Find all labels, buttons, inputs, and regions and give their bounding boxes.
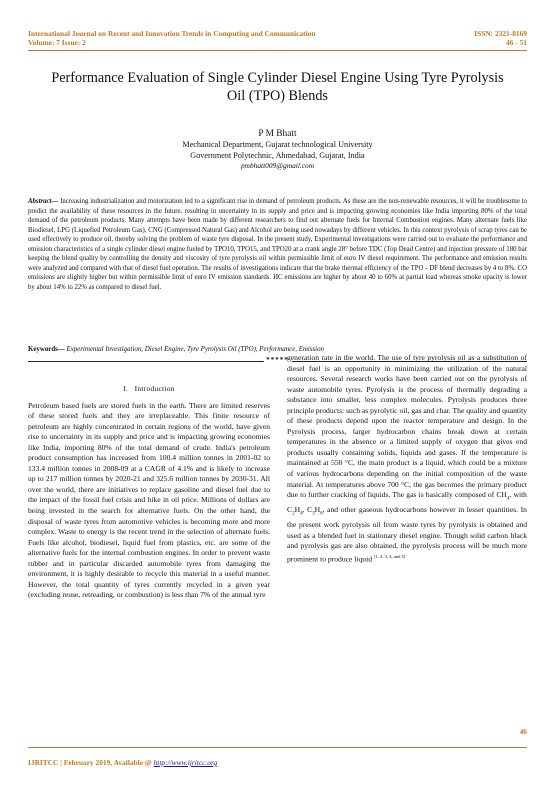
citation: [1, 2, 3, 4, and 5] — [373, 553, 406, 559]
chem-h4-sub: 4 — [300, 511, 303, 517]
footer-text: IJRITCC | February 2019, Available @ — [28, 758, 154, 767]
journal-url-link[interactable]: http://www.ijritcc.org — [153, 758, 218, 767]
section-heading — [28, 384, 270, 395]
footer — [28, 758, 217, 767]
chem-h: H — [294, 505, 301, 515]
chem-with: , with C — [287, 490, 527, 515]
chem-c2-sub: 2 — [292, 511, 295, 517]
chem-h6-sub: 6 — [320, 511, 323, 517]
author-block — [28, 129, 527, 172]
author-email: pmbhatt009@gmail.com — [240, 161, 315, 171]
section-title: Introduction — [134, 384, 175, 393]
abstract-label: Abstract— — [28, 198, 59, 205]
page-number: 46 — [519, 727, 527, 736]
left-column-text: Petroleum based fuels are stored fuels in the earth. There are limited reserves of these stored fuels and they are irreplaceable. This finite resource of petroleum are highly concentrated in certain regions of the world, have given rise to uncertainty in its supply and price and is impacting growing economies like India, importing 80% of the total demand of crude. India's petroleum product consumption has increased from 100.4 million tonnes in 2001-02 to 133.4 million tonnes in 2008-09 at a CAGR of 4.1% and is likely to increase up to 217 million tonnes by 2020-21 and 325.6 million tonnes by 2030-31. All over the world, there are initiatives to replace gasoline and diesel fuel due to the impact of the fossil fuel crisis and hike in oil price. Millions of dollars are being invested in the search for alternative fuels. On the other hand, the disposal of waste tyres from automotive vehicles is becoming more and more complex. Waste to energy is the recent trend in the selection of alternate fuels. Fuels like alcohol, biodiesel, liquid fuel from plastics, etc. are some of the alternative fuels for the internal combustion engines. In order to prevent waste rubber and in particular discarded automobile tyres from damaging the environment, it is highly desirable to recycle this material in a useful manner. However, the total quantity of tyres currently recycled in a given year (excluding reuse, retreading, or combustion) is less than 7% of the annual tyre — [28, 400, 270, 600]
keywords-text: Experimental Investigation, Diesel Engine, Tyre Pyrolysis Oil (TPO), Performance, Emission — [64, 346, 324, 353]
chem-h6: H — [314, 505, 321, 515]
volume-issue: Volume: 7 Issue: 2 — [28, 38, 86, 47]
abstract — [28, 197, 527, 292]
right-column — [287, 353, 527, 565]
title-line-2: Oil (TPO) Blends — [227, 87, 328, 104]
keywords-label: Keywords— — [28, 346, 65, 353]
author-department: Mechanical Department, Gujarat technological University — [182, 140, 373, 150]
page-range: 46 - 51 — [506, 38, 527, 47]
right-column-text-a: generation rate in the world. The use of tyre pyrolysis oil as a substitution of diesel fuel is an opportunity in minimizing the utilization of the natural resources. Several research works have been carried out on the pyrolysis of waste automobile tyres. Pyrolysis is the process of thermally degrading a substance into smaller, less complex molecules. Pyrolysis produces three principle products: such as pyrolytic oil, gas and char. The quality and quantity of these products depend upon the reactor temperature and design. In the Pyrolysis process, larger hydrocarbon chains break down at certain temperatures in the absence or a limited supply of oxygen that gives end products usually containing solids, liquids and gases. If the temperature is maintained at 550 °C, the main product is a liquid, which could be a mixture of various hydrocarbons depending on the initial composition of the waste material. At temperatures above 700 °C, the gas becomes the primary product due to further cracking of liquids. The gas is basically composed of CH — [287, 353, 527, 500]
right-column-text-b: , and other gaseous hydrocarbons however in lesser quantities. In the present work pyrolysis oil from waste tyres by pyrolysis is obtained and used as a blended fuel in stationary diesel engine. Though solid carbon black and pyrolysis gas are also obtained, the pyrolysis process will be much more prominent to produce liquid — [287, 505, 527, 564]
journal-name: International Journal on Recent and Innovation Trends in Computing and Communication — [28, 29, 316, 38]
section-number: I. — [123, 384, 129, 393]
footer-rule — [28, 747, 527, 748]
author-name: P M Bhatt — [258, 129, 297, 139]
header-rule — [28, 50, 527, 51]
chem-ch4-sub: 4 — [506, 496, 510, 502]
issn: ISSN: 2321-8169 — [474, 29, 527, 38]
separator-stars: ***** — [263, 356, 292, 364]
left-column — [28, 384, 270, 601]
journal-header — [28, 29, 527, 47]
chem-c3: , C — [302, 505, 313, 515]
title-line-1: Performance Evaluation of Single Cylinder Diesel Engine Using Tyre Pyrolysis — [51, 70, 504, 86]
chem-c3-sub: 3 — [312, 511, 315, 517]
paper-title — [28, 70, 527, 105]
abstract-text: Increasing industrialization and motorization led to a significant rise in demand of petroleum products. As these are the non-renewable resources, it will be troublesome to predict the availability of these resources in the future, resulting in uncertainty in its supply and price and is impacting growing economies like India importing 80% of the total demand of the petroleum products. Many attempts have been made by different researchers to find out alternate fuels for Internal Combustion engines. Many alternate fuels like Biodiesel, LPG (Liquefied Petroleum Gas), CNG (Compressed Natural Gas) and Alcohol are being used nowadays by different vehicles. In this context pyrolysis of scrap tyres can be used effectively to produce oil, thereby solving the problem of waste tyre disposal. In the present study, Experimental investigations were carried out to evaluate the performance and emission characteristics of a single cylinder diesel engine fueled by TPO10, TPO15, and TPO20 at a crank angle 28° before TDC (Top Dead Centre) and injection pressure of 180 bar keeping the blend quality by controlling the density and viscosity of tyre pyrolysis oil within permissible limit of euro IV diesel requirement. The performance and emission results were analyzed and compared with that of diesel fuel operation. The results of investigations indicate that the brake thermal efficiency of the TPO - DF blend decreases by 4 to 8%. CO emissions are slightly higher but within permissible limit of euro IV emission standards. HC emissions are higher by about 40 to 60% at partial load whereas smoke opacity is lower by about 14% to 22% as compared to diesel fuel. — [28, 198, 527, 291]
author-institution: Government Polytechnic, Ahmedabad, Gujarat, India — [190, 150, 365, 160]
